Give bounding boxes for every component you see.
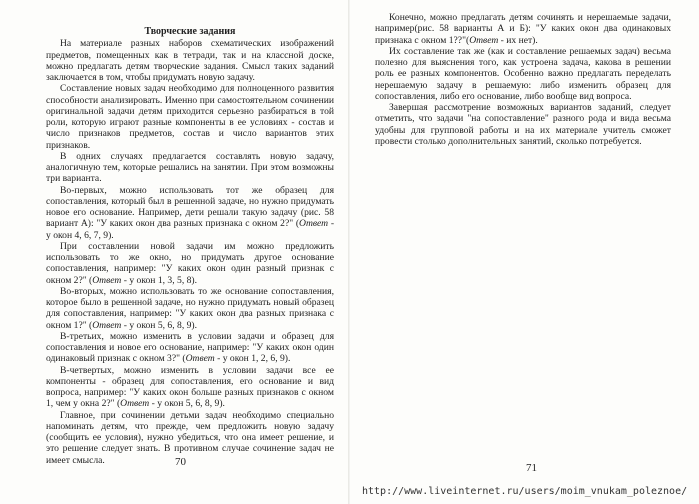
paragraph: В-четвертых, можно изменить в условии задачи все ее компоненты - образец для сопоставления, его основание и вид вопроса, например: "У каких окон больше разных признаков с окном 1, чем у окна 2?" (Ответ - у окон 5, 6, 8, 9).	[46, 364, 334, 410]
paragraph: В-третьих, можно изменить в условии задачи и образец для сопоставления и новое его основание, например: "У каких окон один одинаковый признак с окном 3?" (Ответ - у окон 1, 2, 6, 9).	[46, 330, 334, 365]
page-number-left: 70	[175, 456, 186, 468]
paragraph: Во-первых, можно использовать тот же образец для сопоставления, который был в решенной задаче, но нужно придумать новое его основание. Например, дети решали такую задачу (рис. 58 вариант А): "У каких окон два разных признака с окном 2?" (Ответ - у окон 4, 6, 7, 9).	[46, 184, 335, 241]
watermark-url: http://www.liveinternet.ru/users/moim_vnukam_poleznoe/	[362, 486, 688, 497]
paragraph: Во-вторых, можно использовать то же основание сопоставления, которое было в решенной задаче, но нужно придумать новый образец для сопоставления, например: "У каких окон два разных признака с окном 1?" (Ответ - у окон 5, 6, 8, 9).	[46, 285, 334, 331]
paragraph: Главное, при сочинении детьми задач необходимо специально напоминать детям, что прежде, чем предложить новую задачу (сообщить ее условия), нужно убедиться, что она имеет решение, и это решение следует знать. В противном случае сочинение задач не имеет смысла.	[46, 409, 334, 466]
right-page-text	[375, 12, 671, 147]
paragraph: Конечно, можно предлагать детям сочинять и нерешаемые задачи, например(рис. 58 варианты А и Б): "У каких окон два одинаковых признака с окном 1??"(Ответ - их нет).	[375, 12, 671, 46]
paragraph: На материале разных наборов схематических изображений предметов, помещенных как в тетради, так и на классной доске, можно предлагать детям творческие задания. Смысл таких заданий заключается в том, чтобы придумать новую задачу.	[46, 38, 334, 83]
paragraph: Их составление так же (как и составление решаемых задач) весьма полезно для выяснения того, как устроена задача, какова в решении роль ее разных компонентов. Особенно важно предлагать переделать нерешаемую задачу в решаемую: либо изменить образец для сопоставления, либо его основание, либо вообще вид вопроса.	[375, 45, 671, 102]
section-title: Творческие задания	[144, 26, 236, 37]
right-page	[350, 0, 699, 504]
paragraph: В одних случаях предлагается составлять новую задачу, аналогичную тем, которые решались на занятии. При этом возможны три варианта.	[46, 150, 334, 185]
page-number-right: 71	[526, 462, 537, 474]
paragraph: Завершая рассмотрение возможных вариантов заданий, следует отметить, что задачи "на сопоставление" разного рода и вида весьма удобны для групповой работы и на их материале учитель сможет провести столько дополнительных занятий, сколько потребуется.	[375, 102, 671, 147]
paragraph: Составление новых задач необходимо для полноценного развития способности анализировать. Именно при самостоятельном сочинении оригинальной задачи детям приходится серьезно разбираться в той роли, которую играют разные компоненты в ее условиях - состав и число признаков предметов, состав и число вариантов этих признаков.	[46, 83, 334, 151]
left-page	[0, 0, 349, 504]
paragraph: При составлении новой задачи им можно предложить использовать то же окно, но придумать другое основание сопоставления, например: "У каких окон один разный признак с окном 2?" (Ответ - у окон 1, 3, 5, 8).	[46, 240, 334, 286]
left-page-text	[46, 26, 334, 466]
